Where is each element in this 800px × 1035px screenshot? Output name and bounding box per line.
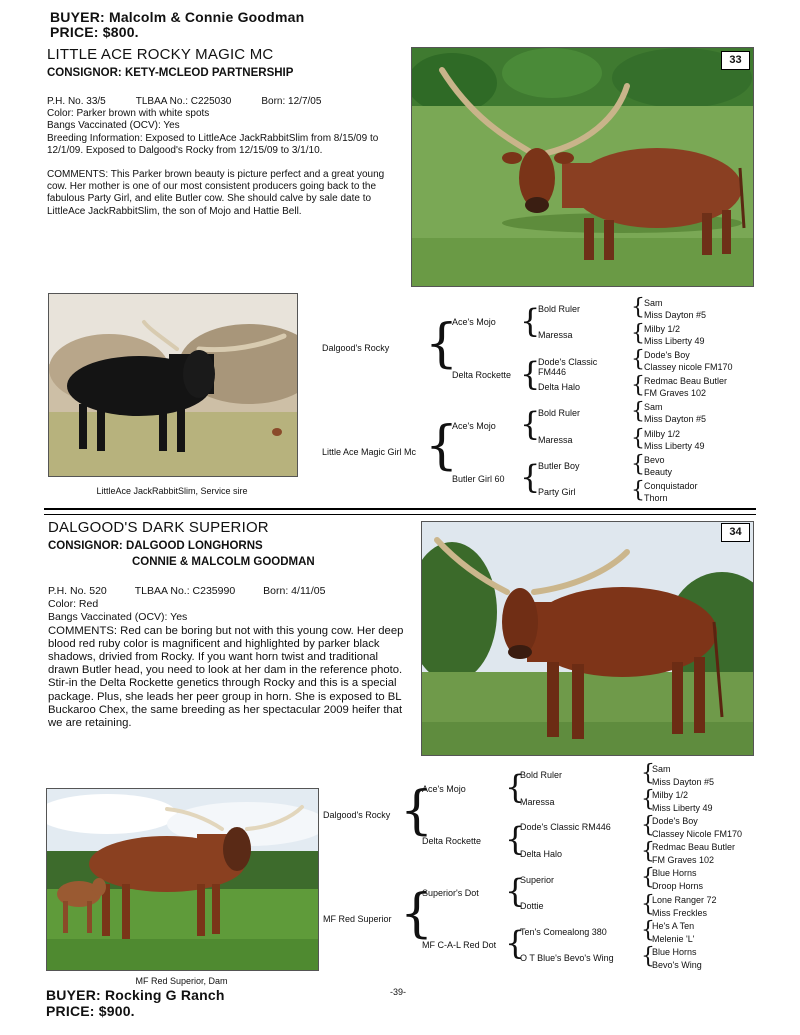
lot33-color: Color: Parker brown with white spots [47, 108, 210, 120]
lot34-dam-photo [46, 788, 319, 971]
pedigree-brace: { [505, 872, 526, 910]
pedigree-brace: { [400, 884, 434, 944]
pedigree-g2: Superior's Dot [422, 888, 479, 898]
pedigree-brace: { [641, 813, 655, 838]
lot33-sire-caption: LittleAce JackRabbitSlim, Service sire [96, 486, 248, 496]
pedigree-brace: { [641, 944, 655, 969]
pedigree-g3: Butler Boy [538, 461, 580, 471]
pedigree-brace: { [505, 924, 526, 962]
pedigree-g3: Dottie [520, 901, 544, 911]
pedigree-g4: Melenie 'L' [652, 934, 695, 944]
pedigree-g3: Maressa [538, 435, 573, 445]
pedigree-sire: Dalgood's Rocky [322, 343, 390, 353]
pedigree-g4: Dode's Boy [652, 816, 698, 826]
lot33-bangs: Bangs Vaccinated (OCV): Yes [47, 120, 180, 132]
pedigree-g3: Dode's Classic FM446 [538, 357, 598, 377]
lot33-comments: COMMENTS: This Parker brown beauty is picture perfect and a great young cow. Her mother is one of our most consistent producers going back to the fabulous Party Girl, and elite Butler cow. She should calve by sale date to LittleAce JackRabbitSlim, the son of Mojo and Hattie Bell. [47, 169, 385, 217]
pedigree-brace: { [520, 405, 541, 443]
pedigree-g3: Bold Ruler [538, 408, 581, 418]
pedigree-g2: Ace's Mojo [422, 784, 466, 794]
pedigree-brace: { [631, 347, 645, 372]
pedigree-brace: { [641, 918, 655, 943]
pedigree-g2: Ace's Mojo [452, 317, 496, 327]
lot34-consignor: CONSIGNOR: DALGOOD LONGHORNS [48, 540, 263, 552]
pedigree-g3: Bold Ruler [538, 304, 581, 314]
pedigree-g2: Delta Rockette [422, 836, 482, 846]
pedigree-g3: Maressa [520, 797, 555, 807]
pedigree-g4: He's A Ten [652, 921, 695, 931]
pedigree-g4: Classey Nicole FM170 [652, 829, 743, 839]
pedigree-brace: { [505, 820, 526, 858]
pedigree-brace: { [641, 761, 655, 786]
lot33-consignor: CONSIGNOR: KETY-MCLEOD PARTNERSHIP [47, 67, 294, 79]
pedigree-g4: Miss Freckles [652, 908, 708, 918]
lot33-title: LITTLE ACE ROCKY MAGIC MC [47, 46, 274, 63]
pedigree-g4: Classey nicole FM170 [644, 362, 733, 372]
pedigree-g4: Miss Liberty 49 [652, 803, 713, 813]
pedigree-g4: Droop Horns [652, 881, 704, 891]
lot34-comments: COMMENTS: Red can be boring but not with this young cow. Her deep blood red ruby color is magnificent and highlighted by parker black shadows, drivied from Rocky. If you want horn twist and traditional drawn Butler head, you need to look at her dam in the reference photo. Stir-in the Delta Rockette genetics through Rocky and this is a special package. Plus, she leads her peer group in horn. She is exposed to BL Buckaroo Chex, the same breeding as her spectacular 2009 heifer that we are retaining. [48, 624, 404, 730]
pedigree-g4: Sam [652, 764, 671, 774]
lot33-details [47, 96, 402, 218]
lot34-number-badge: 34 [721, 523, 750, 542]
pedigree-brace: { [641, 839, 655, 864]
pedigree-g4: Sam [644, 402, 663, 412]
buyer-bottom: BUYER: Rocking G Ranch [46, 987, 225, 1003]
pedigree-g4: FM Graves 102 [644, 388, 707, 398]
pedigree-g4: Sam [644, 298, 663, 308]
pedigree-g4: Redmac Beau Butler [652, 842, 736, 852]
lot34-color: Color: Red [48, 598, 99, 611]
pedigree-brace: { [425, 314, 459, 374]
pedigree-brace: { [505, 768, 526, 806]
pedigree-g3: Maressa [538, 330, 573, 340]
pedigree-g4: Miss Dayton #5 [652, 777, 715, 787]
pedigree-g2: Delta Rockette [452, 370, 512, 380]
page-number: -39- [390, 987, 407, 997]
pedigree-brace: { [641, 892, 655, 917]
pedigree-g3: Superior [520, 875, 555, 885]
lot33-ph: P.H. No. 33/5 [47, 96, 106, 107]
lot33-tlbaa: TLBAA No.: C225030 [135, 96, 232, 107]
pedigree-brace: { [400, 781, 434, 841]
lot34-ph: P.H. No. 520 [48, 585, 107, 597]
lot34-tlbaa: TLBAA No.: C235990 [134, 585, 236, 597]
buyer-top: BUYER: Malcolm & Connie Goodman [50, 9, 305, 25]
pedigree-g4: Lone Ranger 72 [652, 895, 717, 905]
pedigree-g4: Conquistador [644, 481, 698, 491]
lot34-bangs: Bangs Vaccinated (OCV): Yes [48, 611, 188, 624]
pedigree-g4: Bevo's Wing [652, 960, 702, 970]
lot34-cow-photo [421, 521, 754, 756]
lot34-title: DALGOOD'S DARK SUPERIOR [48, 519, 269, 536]
pedigree-dam: MF Red Superior [323, 914, 392, 924]
pedigree-brace: { [631, 295, 645, 320]
pedigree-brace: { [425, 416, 459, 476]
pedigree-g4: Miss Liberty 49 [644, 336, 705, 346]
pedigree-brace: { [520, 458, 541, 496]
pedigree-brace: { [631, 478, 645, 503]
pedigree-brace: { [631, 373, 645, 398]
pedigree-g4: Bevo [644, 455, 665, 465]
pedigree-g3: O T Blue's Bevo's Wing [520, 953, 614, 963]
pedigree-g3: Party Girl [538, 487, 576, 497]
pedigree-g2: MF C-A-L Red Dot [422, 940, 497, 950]
pedigree-brace: { [631, 452, 645, 477]
pedigree-dam: Little Ace Magic Girl Mc [322, 447, 417, 457]
lot33-sire-photo [48, 293, 298, 477]
lot33-cow-photo [411, 47, 754, 287]
lot34-consignor-2: CONNIE & MALCOLM GOODMAN [132, 556, 315, 568]
pedigree-brace: { [631, 399, 645, 424]
pedigree-g4: Milby 1/2 [644, 429, 681, 439]
price-bottom: PRICE: $900. [46, 1003, 135, 1019]
lot33-number-badge: 33 [721, 51, 750, 70]
pedigree-g4: Blue Horns [652, 947, 697, 957]
pedigree-g4: Miss Liberty 49 [644, 441, 705, 451]
pedigree-g4: Blue Horns [652, 868, 697, 878]
pedigree-g4: Thorn [644, 493, 668, 503]
lot34-details [48, 585, 408, 730]
pedigree-brace: { [641, 787, 655, 812]
pedigree-g2: Butler Girl 60 [452, 474, 505, 484]
lot33-breeding: Breeding Information: Exposed to LittleAce JackRabbitSlim from 8/15/09 to 12/1/09. Exposed to Dalgood's Rocky from 12/15/09 to 3/1/10. [47, 132, 379, 156]
pedigree-g4: Dode's Boy [644, 350, 690, 360]
pedigree-g4: Milby 1/2 [652, 790, 689, 800]
section-divider [44, 514, 756, 515]
section-divider [44, 508, 756, 510]
lot34-dam-caption: MF Red Superior, Dam [135, 976, 228, 986]
pedigree-brace: { [631, 426, 645, 451]
pedigree-g3: Dode's Classic RM446 [520, 822, 611, 832]
pedigree-g4: Miss Dayton #5 [644, 310, 707, 320]
lot34-born: Born: 4/11/05 [263, 585, 326, 597]
pedigree-brace: { [520, 355, 541, 393]
pedigree-brace: { [631, 321, 645, 346]
pedigree-g3: Bold Ruler [520, 770, 563, 780]
lot33-born: Born: 12/7/05 [261, 96, 322, 107]
pedigree-g4: Milby 1/2 [644, 324, 681, 334]
pedigree-g3: Delta Halo [538, 382, 581, 392]
pedigree-g4: Miss Dayton #5 [644, 414, 707, 424]
pedigree-g2: Ace's Mojo [452, 421, 496, 431]
pedigree-brace: { [520, 302, 541, 340]
pedigree-g3: Delta Halo [520, 849, 563, 859]
pedigree-g4: FM Graves 102 [652, 855, 715, 865]
pedigree-sire: Dalgood's Rocky [323, 810, 391, 820]
price-top: PRICE: $800. [50, 24, 139, 40]
pedigree-g4: Beauty [644, 467, 673, 477]
pedigree-g3: Ten's Comealong 380 [520, 927, 607, 937]
pedigree-g4: Redmac Beau Butler [644, 376, 728, 386]
pedigree-brace: { [641, 865, 655, 890]
